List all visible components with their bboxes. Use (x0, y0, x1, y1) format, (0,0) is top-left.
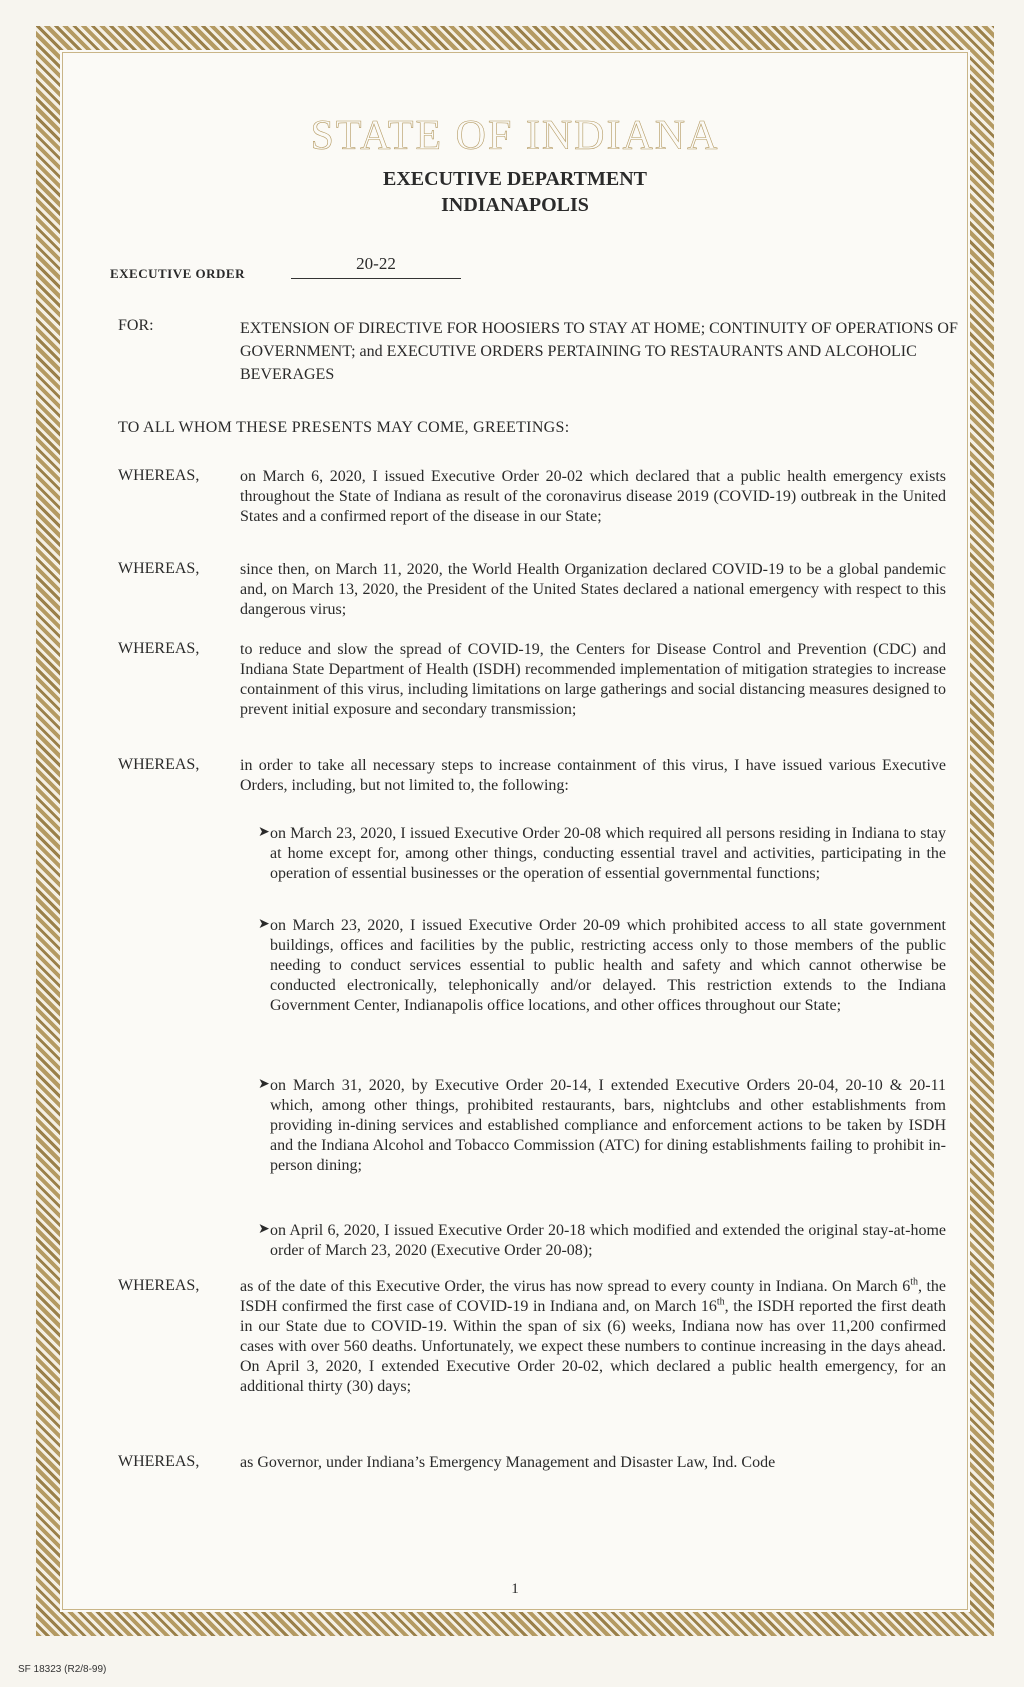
list-item: on March 23, 2020, I issued Executive Order 20-09 which prohibited access to all state government buildings, offices and facilities by the public, restricting access only to those members of the public needing to conduct services essential to public health and safety and which cannot otherwise be conducted electronically, telephonically and/or delayed. This restriction extends to the Indiana Government Center, Indianapolis office locations, and other offices throughout our State; (270, 917, 946, 1014)
clause-text: as of the date of this Executive Order, the virus has now spread to every county in Indiana. On March 6 (240, 1278, 911, 1295)
whereas-label: WHEREAS, (118, 1453, 200, 1470)
list-item: on March 31, 2020, by Executive Order 20-14, I extended Executive Orders 20-04, 20-10 & 20-11 which, among other things, prohibited restaurants, bars, nightclubs and other establishments from providing in-dining services and established compliance and enforcement actions to be taken by ISDH and the Indiana Alcohol and Tobacco Commission (ATC) for dining establishments failing to prohibit in-person dining; (270, 1077, 946, 1174)
whereas-label: WHEREAS, (118, 756, 200, 773)
greeting: TO ALL WHOM THESE PRESENTS MAY COME, GREETINGS: (118, 419, 570, 436)
city-name: INDIANAPOLIS (441, 194, 589, 216)
document-page (36, 26, 994, 1636)
whereas-label: WHEREAS, (118, 1277, 200, 1294)
list-item: on March 23, 2020, I issued Executive Order 20-08 which required all persons residing in Indiana to stay at home except for, among other things, conducting essential travel and activities, participating in the operation of essential businesses or the operation of essential governmental functions; (270, 825, 946, 882)
whereas-label: WHEREAS, (118, 640, 200, 657)
department-heading (36, 166, 994, 218)
executive-order-label: EXECUTIVE ORDER (110, 266, 245, 281)
arrow-bullet-icon: ➤ (258, 825, 270, 840)
state-title: STATE OF INDIANA (310, 113, 720, 159)
whereas-clause: to reduce and slow the spread of COVID-19, the Centers for Disease Control and Prevention (CDC) and Indiana State Department of Health (ISDH) recommended implementation of mitigation strategies to increase containment of this virus, including limitations on large gatherings and social distancing measures designed to prevent initial exposure and secondary transmission; (240, 641, 946, 718)
for-subject: EXTENSION OF DIRECTIVE FOR HOOSIERS TO STAY AT HOME; CONTINUITY OF OPERATIONS OF GOVERNMENT; and EXECUTIVE ORDERS PERTAINING TO RESTAURANTS AND ALCOHOLIC BEVERAGES (240, 320, 958, 383)
whereas-clause: on March 6, 2020, I issued Executive Order 20-02 which declared that a public health emergency exists throughout the State of Indiana as result of the coronavirus disease 2019 (COVID-19) outbreak in the United States and a confirmed report of the disease in our State; (240, 468, 946, 525)
arrow-bullet-icon: ➤ (258, 1222, 270, 1237)
page-number: 1 (511, 1581, 519, 1597)
executive-order-number: 20-22 (356, 254, 396, 273)
department-name: EXECUTIVE DEPARTMENT (383, 168, 647, 190)
whereas-label: WHEREAS, (118, 467, 200, 484)
whereas-clause (240, 1277, 946, 1397)
arrow-bullet-icon: ➤ (258, 917, 270, 932)
arrow-bullet-icon: ➤ (258, 1077, 270, 1092)
ordinal-suffix: th (716, 1296, 725, 1308)
order-number-underline (291, 278, 461, 279)
for-label: FOR: (118, 317, 154, 334)
form-identifier: SF 18323 (R2/8-99) (18, 1664, 107, 1675)
whereas-clause: in order to take all necessary steps to increase containment of this virus, I have issued various Executive Orders, including, but not limited to, the following: (240, 757, 946, 794)
ordinal-suffix: th (910, 1276, 919, 1288)
whereas-label: WHEREAS, (118, 560, 200, 577)
clause-text: , the ISDH reported the first death in our State due to COVID-19. Within the span of six (6) weeks, Indiana now has over 11,200 confirmed cases with over 560 deaths. Unfortunately, we expect these numbers to continue increasing in the days ahead. On April 3, 2020, I extended Executive Order 20-02, which declared a public health emergency, for an additional thirty (30) days; (240, 1298, 947, 1395)
whereas-clause: since then, on March 11, 2020, the World Health Organization declared COVID-19 to be a global pandemic and, on March 13, 2020, the President of the United States declared a national emergency with respect to this dangerous virus; (240, 561, 946, 618)
clause-text: , the ISDH confirmed the first case of COVID-19 in Indiana and, on March 16 (240, 1278, 947, 1315)
list-item: on April 6, 2020, I issued Executive Order 20-18 which modified and extended the original stay-at-home order of March 23, 2020 (Executive Order 20-08); (270, 1222, 946, 1259)
whereas-clause: as Governor, under Indiana’s Emergency Management and Disaster Law, Ind. Code (240, 1454, 776, 1471)
